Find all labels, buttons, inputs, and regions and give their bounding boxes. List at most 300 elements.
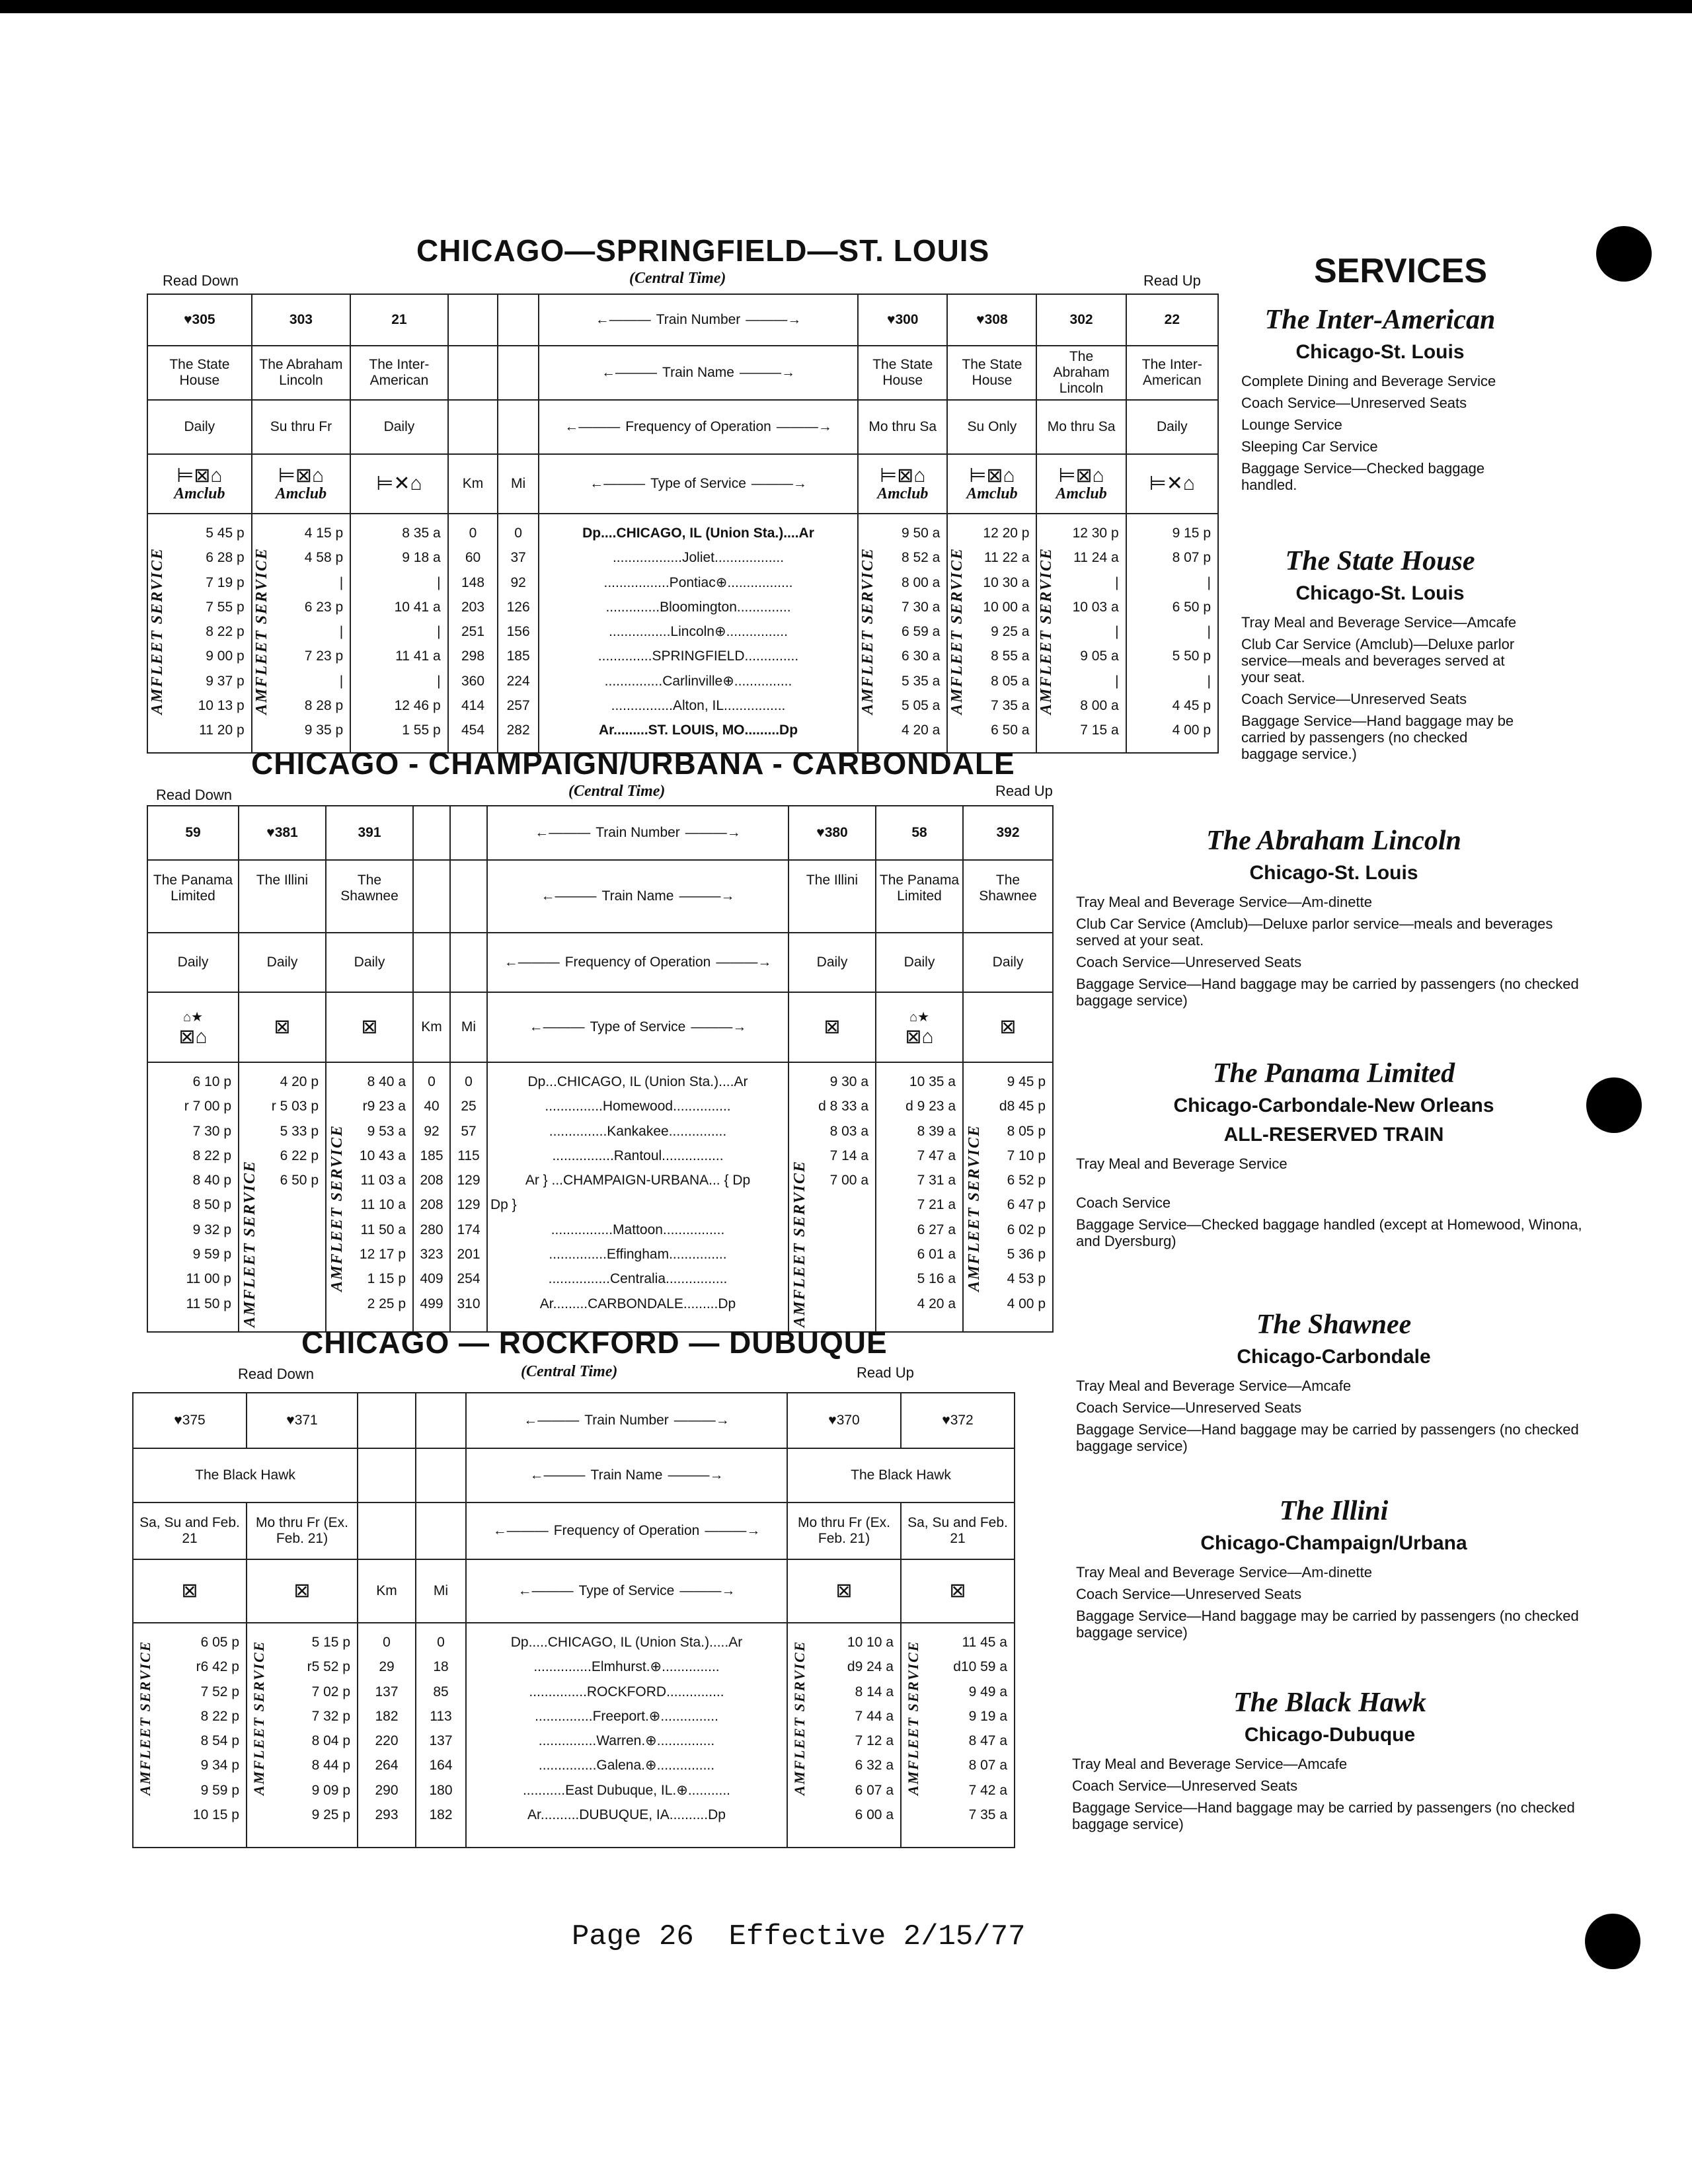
mi-value: 310 [457,1296,481,1311]
t3-train-number [901,1393,1015,1448]
down-time: 5 15 p [311,1635,350,1650]
t3-blank [416,1502,466,1559]
service-icons: ⊨⊠⌂ [969,465,1015,487]
km-value: 251 [461,624,485,640]
service-line: Tray Meal and Beverage Service—Am-dinette [1076,1564,1372,1580]
train-name: The Black Hawk [851,1467,951,1483]
train-name: The State House [962,357,1022,388]
down-time: 8 54 p [200,1733,239,1749]
amfleet-service-label: AMFLEET SERVICE [250,1640,267,1795]
down-time: 9 32 p [192,1222,231,1237]
t1-train-name [1036,346,1126,400]
t1-service-type [1126,454,1218,514]
t1-down-column [147,514,252,753]
t2-service-type [326,992,413,1062]
down-time: 11 41 a [395,648,441,664]
t1-label-type [539,454,858,514]
down-time: 7 02 p [311,1684,350,1699]
up-time: 7 14 a [829,1148,868,1163]
t2-blank [450,933,487,992]
service-route: Chicago-Carbondale [1237,1346,1431,1368]
up-time: d 8 33 a [818,1099,868,1114]
up-time: 7 35 a [968,1807,1007,1823]
t1-km-header [448,454,498,514]
mi-value: 180 [429,1782,453,1798]
km-header: Km [376,1583,397,1598]
t2-frequency [239,933,326,992]
up-time: | [1115,574,1119,590]
up-time: 9 25 a [991,624,1030,640]
t3-blank [416,1393,466,1448]
t2-service-type [876,992,963,1062]
up-time: 7 00 a [829,1173,868,1189]
table2-timetable [147,805,1054,1333]
service-lines [1076,1378,1592,1454]
up-time: 10 10 a [847,1635,894,1650]
right-arrow-icon: ———→ [673,1413,730,1428]
up-time: 6 50 p [1172,599,1211,615]
t2-train-name [963,860,1053,933]
km-value: 0 [383,1635,391,1650]
down-time: 6 05 p [200,1635,239,1650]
punch-hole-top [1596,226,1652,282]
down-time: 8 40 a [367,1074,406,1089]
service-icons: ⊠ [824,1016,841,1038]
service-route: Chicago-Dubuque [1244,1724,1416,1746]
down-time: | [437,624,441,640]
t1-frequency [858,400,947,454]
t1-blank [448,400,498,454]
left-arrow-icon: ←——— [492,1523,549,1538]
service-icons: ⊨⊠⌂ [1058,465,1104,487]
service-lines [1241,373,1519,493]
up-time: 10 30 a [983,574,1030,590]
frequency: Mo thru Fr (Ex. Feb. 21) [797,1515,891,1546]
station-name: ................Lincoln⊕................ [609,624,788,640]
service-line: Coach Service [1076,1194,1171,1211]
table3-timetable [132,1392,1015,1848]
frequency: Daily [184,419,215,434]
station-name: ...............Homewood............... [545,1099,731,1114]
mi-value: 57 [461,1123,477,1139]
km-value: 208 [420,1197,443,1213]
t1-station-column [539,514,858,753]
table2-row-freq [147,933,1053,992]
t3-frequency [901,1502,1015,1559]
t1-km-column [448,514,498,753]
down-time: 10 41 a [394,599,441,615]
frequency: Mo thru Fr (Ex. Feb. 21) [255,1515,349,1546]
right-arrow-icon: ———→ [691,1019,747,1034]
up-time: 8 14 a [855,1684,894,1699]
service-line: Tray Meal and Beverage Service—Am-dinette [1076,894,1372,910]
t3-frequency-label-text: Frequency of Operation [553,1523,700,1538]
station-name: ................Rantoul................ [552,1148,724,1163]
coach-icon: ⊠ [949,1580,966,1602]
km-value: 185 [420,1148,443,1163]
station-name: ...............Kankakee............... [549,1123,727,1139]
frequency: Daily [904,955,935,970]
down-time: r6 42 p [196,1659,239,1675]
left-arrow-icon: ←——— [541,888,597,904]
table1-row-times [147,514,1218,753]
mi-value: 0 [437,1635,445,1650]
t1-train-name [252,346,351,400]
table1-row-type [147,454,1218,514]
t3-train-name-label [469,1467,784,1483]
service-line: Baggage Service—Hand baggage may be carried by passengers (no checked baggage service) [1076,1421,1579,1454]
service-line: Baggage Service—Hand baggage may be carried by passengers (no checked baggage service.) [1241,713,1514,762]
left-arrow-icon: ←——— [564,419,621,434]
service-line: Coach Service—Unreserved Seats [1072,1777,1298,1794]
service-icons: ⊨⊠⌂ [176,465,223,487]
up-time: 7 10 p [1007,1148,1046,1163]
t3-blank [358,1448,416,1502]
t3-service-type [247,1559,358,1623]
train-name: The Inter- American [369,357,430,388]
table1-title: CHICAGO—SPRINGFIELD—ST. LOUIS [416,233,990,268]
down-time: 10 13 p [198,698,245,714]
t3-train-number [133,1393,247,1448]
station-name: Ar.........ST. LOUIS, MO.........Dp [598,722,798,738]
service-line: Baggage Service—Hand baggage may be carried by passengers (no checked baggage service) [1076,1608,1579,1641]
up-time: 9 45 p [1007,1074,1046,1089]
right-arrow-icon: ———→ [716,955,772,970]
up-time: | [1207,624,1211,640]
service-icons: ⊨⊠⌂ [880,465,926,487]
down-time: 8 44 p [311,1758,350,1774]
down-time: 8 04 p [311,1733,350,1749]
service-train-name: The State House [1285,546,1475,576]
t1-train-name [350,346,447,400]
left-arrow-icon: ←——— [535,825,591,840]
t3-type-label-text: Type of Service [578,1583,675,1598]
service-line: Baggage Service—Hand baggage may be carried by passengers (no checked baggage service) [1076,976,1579,1009]
t2-service-type [239,992,326,1062]
t3-blank [358,1393,416,1448]
t2-train-name [788,860,876,933]
service-route: Chicago-Carbondale-New Orleans [1173,1095,1494,1116]
t3-km-column [358,1623,416,1848]
down-time: 7 55 p [206,599,245,615]
punch-hole-bottom [1585,1914,1640,1969]
amfleet-service-label: AMFLEET SERVICE [1038,547,1056,715]
down-time: r5 52 p [307,1659,350,1675]
up-time: 7 42 a [968,1782,1007,1798]
table1-timetable [147,293,1219,754]
up-time: d 9 23 a [905,1099,956,1114]
up-time: 7 31 a [917,1173,956,1189]
t1-down-column [350,514,447,753]
t1-frequency-label-text: Frequency of Operation [625,419,771,434]
frequency: Daily [266,955,298,970]
t1-train-name [147,346,252,400]
station-name: Dp...CHICAGO, IL (Union Sta.)....Ar [527,1074,748,1089]
down-time: 7 19 p [206,574,245,590]
t2-frequency-label-text: Frequency of Operation [564,955,711,970]
right-arrow-icon: ———→ [751,476,807,491]
down-time: | [339,673,344,689]
down-time: 9 09 p [311,1782,350,1798]
up-time: 7 12 a [855,1733,894,1749]
service-line: Club Car Service (Amclub)—Deluxe parlor service—meals and beverages served at your seat. [1076,916,1553,949]
mi-header: Mi [511,476,526,491]
left-arrow-icon: ←——— [529,1019,585,1034]
up-time: 8 00 a [1080,698,1119,714]
down-time: 9 34 p [200,1758,239,1774]
up-time: 4 20 a [917,1296,956,1311]
service-lines [1076,1564,1592,1641]
down-time: 10 43 a [359,1148,406,1163]
t2-train-name-label [490,888,785,904]
km-value: 454 [461,722,485,738]
down-time: 9 37 p [206,673,245,689]
up-time: 8 07 a [968,1758,1007,1774]
down-time: 11 00 p [186,1271,231,1287]
t1-service-type [858,454,947,514]
mi-value: 129 [457,1173,481,1189]
t1-train-number-label-text: Train Number [656,312,741,327]
train-name: The Panama Limited [879,873,960,904]
t2-service-type [788,992,876,1062]
table3-read-down: Read Down [238,1366,314,1382]
up-time: 6 47 p [1007,1197,1046,1213]
down-time: 9 35 p [304,722,344,738]
service-line: Coach Service—Unreserved Seats [1241,395,1467,411]
t1-blank [498,400,538,454]
km-value: 293 [375,1807,399,1823]
table3-row-number [133,1393,1015,1448]
t1-up-column [858,514,947,753]
amfleet-service-label: AMFLEET SERVICE [252,547,270,715]
t2-down-column [239,1062,326,1332]
t3-down-column [247,1623,358,1848]
t2-up-column [876,1062,963,1332]
down-time: 6 50 p [280,1173,319,1189]
service-icons: ⊠ [999,1016,1017,1038]
service-line: Baggage Service—Checked baggage handled (except at Homewood, Winona, and Dyersburg) [1076,1216,1582,1249]
amfleet-service-label: AMFLEET SERVICE [328,1124,346,1292]
t2-service-type [147,992,239,1062]
t1-up-column [1126,514,1218,753]
up-time: 8 52 a [901,550,941,566]
km-value: 0 [428,1074,436,1089]
right-arrow-icon: ———→ [668,1467,724,1483]
train-number: 302 [1069,312,1093,327]
station-name: Dp.....CHICAGO, IL (Union Sta.).....Ar [510,1635,743,1650]
station-name: ................Mattoon................ [551,1222,725,1237]
coach-icon: ⊠ [835,1580,853,1602]
t3-frequency [787,1502,901,1559]
down-time: 5 45 p [206,526,245,541]
mi-value: 254 [457,1271,481,1287]
up-time: 9 50 a [901,526,941,541]
t1-train-number [858,294,947,346]
down-time: 8 28 p [304,698,344,714]
train-number: 22 [1164,312,1180,327]
service-train-name: The Panama Limited [1212,1058,1455,1089]
up-time: 6 01 a [917,1247,956,1263]
train-name: The Shawnee [979,873,1037,904]
service-line: Tray Meal and Beverage Service [1076,1155,1288,1172]
down-time: 1 55 p [402,722,441,738]
t1-up-column [1036,514,1126,753]
up-time: 6 02 p [1007,1222,1046,1237]
t2-frequency [147,933,239,992]
t2-train-number [326,806,413,860]
down-time: 9 25 p [311,1807,350,1823]
service-line: Tray Meal and Beverage Service—Amcafe [1072,1756,1348,1772]
mi-value: 164 [429,1758,453,1774]
t1-train-name [947,346,1036,400]
frequency: Su Only [967,419,1017,434]
train-name: The State House [872,357,933,388]
amfleet-service-label: AMFLEET SERVICE [859,547,877,715]
down-time: 8 35 a [402,526,441,541]
t2-train-name [147,860,239,933]
t1-blank [448,346,498,400]
up-time: 7 35 a [991,698,1030,714]
t1-frequency [1126,400,1218,454]
page-footer: Page 26 Effective 2/15/77 [572,1920,1026,1953]
frequency: Sa, Su and Feb. 21 [907,1515,1008,1546]
down-time: 7 32 p [311,1708,350,1724]
train-number: ♥371 [286,1413,318,1428]
down-time: 6 23 p [304,599,344,615]
up-time: 8 00 a [901,574,941,590]
coach-icon: ⊠ [293,1580,311,1602]
left-arrow-icon: ←——— [529,1467,586,1483]
t1-service-type [350,454,447,514]
table2-row-number [147,806,1053,860]
amfleet-service-label: AMFLEET SERVICE [791,1160,808,1327]
service-block [1241,545,1519,762]
up-time: 4 53 p [1007,1271,1046,1287]
km-value: 203 [461,599,485,615]
train-number: 59 [185,825,201,840]
t1-label-name [539,346,858,400]
t2-frequency [788,933,876,992]
service-train-name: The Abraham Lincoln [1206,826,1461,856]
down-time: 7 52 p [200,1684,239,1699]
up-time: 8 47 a [968,1733,1007,1749]
km-value: 290 [375,1782,399,1798]
down-time: 11 50 a [360,1222,406,1237]
right-arrow-icon: ———→ [679,888,735,904]
table2-row-type [147,992,1053,1062]
service-reservation-note: ALL-RESERVED TRAIN [1223,1124,1444,1146]
t2-blank [413,860,450,933]
down-time: 9 59 p [200,1782,239,1798]
amfleet-service-label: AMFLEET SERVICE [948,547,966,715]
mi-value: 18 [433,1659,449,1675]
up-time: 11 22 a [983,550,1030,566]
up-time: 4 00 p [1172,722,1211,738]
t2-train-number [876,806,963,860]
km-value: 414 [461,698,485,714]
t2-mi-column [450,1062,487,1332]
mi-value: 182 [429,1807,453,1823]
left-arrow-icon: ←——— [504,955,560,970]
t3-train-number-label [469,1413,784,1428]
down-time: 6 10 p [192,1074,231,1089]
km-value: 29 [379,1659,395,1675]
train-name: The Abraham Lincoln [259,357,343,388]
mi-value: 126 [506,599,530,615]
down-time: 12 46 p [394,698,441,714]
up-time: 11 24 a [1073,550,1119,566]
t3-label-type [466,1559,787,1623]
station-name: ...............ROCKFORD............... [529,1684,724,1699]
train-name: The Panama Limited [153,873,233,904]
left-arrow-icon: ←——— [518,1583,574,1598]
service-icons: ⊠ [361,1016,378,1038]
right-arrow-icon: ———→ [739,365,795,380]
station-name: .................Pontiac⊕................. [603,574,793,590]
station-name: ...............Effingham............... [549,1247,727,1263]
t1-label-number [539,294,858,346]
km-value: 208 [420,1173,443,1189]
t1-type-label [542,476,855,492]
services-heading: SERVICES [1314,252,1488,290]
train-name: The Illini [806,873,859,888]
up-time: 12 20 p [983,526,1030,541]
train-number: ♥300 [886,312,919,327]
station-name: ...............Elmhurst.⊕............... [533,1659,720,1675]
km-value: 148 [461,574,485,590]
up-time: 10 03 a [1072,599,1119,615]
down-time: r9 23 a [362,1099,406,1114]
up-time: d8 45 p [999,1099,1046,1114]
up-time: | [1207,673,1211,689]
train-number: ♥305 [184,312,215,327]
t2-type-label-text: Type of Service [590,1019,686,1034]
service-icons: ⊠⌂ [905,1026,934,1048]
right-arrow-icon: ———→ [685,825,741,840]
down-time: 8 50 p [192,1197,231,1213]
mi-value: 185 [506,648,530,664]
train-number: ♥308 [976,312,1008,327]
km-value: 137 [375,1684,399,1699]
km-value: 280 [420,1222,443,1237]
service-line: Baggage Service—Checked baggage handled. [1241,460,1485,493]
t2-train-number-label-text: Train Number [596,825,680,840]
t1-train-number [147,294,252,346]
down-time: 10 15 p [192,1807,239,1823]
t1-train-number [350,294,447,346]
mi-value: 174 [457,1222,481,1237]
table1-row-name [147,346,1218,400]
train-number: 392 [996,825,1020,840]
t1-service-type [252,454,351,514]
frequency: Su thru Fr [270,419,332,434]
t3-km-header [358,1559,416,1623]
t3-down-column [133,1623,247,1848]
up-time: 8 03 a [829,1123,868,1139]
t3-frequency [133,1502,247,1559]
left-arrow-icon: ←——— [590,476,646,491]
t3-train-name-label-text: Train Name [590,1467,663,1483]
up-time: 7 30 a [901,599,941,615]
mi-value: 129 [457,1197,481,1213]
service-train-name: The Black Hawk [1233,1688,1426,1718]
up-time: 10 00 a [983,599,1030,615]
service-icons: ⊨✕⌂ [1149,473,1196,494]
up-time: | [1115,673,1119,689]
service-line: Coach Service—Unreserved Seats [1241,691,1467,707]
service-train-name: The Inter-American [1264,305,1496,335]
train-name: The Inter- American [1141,357,1202,388]
